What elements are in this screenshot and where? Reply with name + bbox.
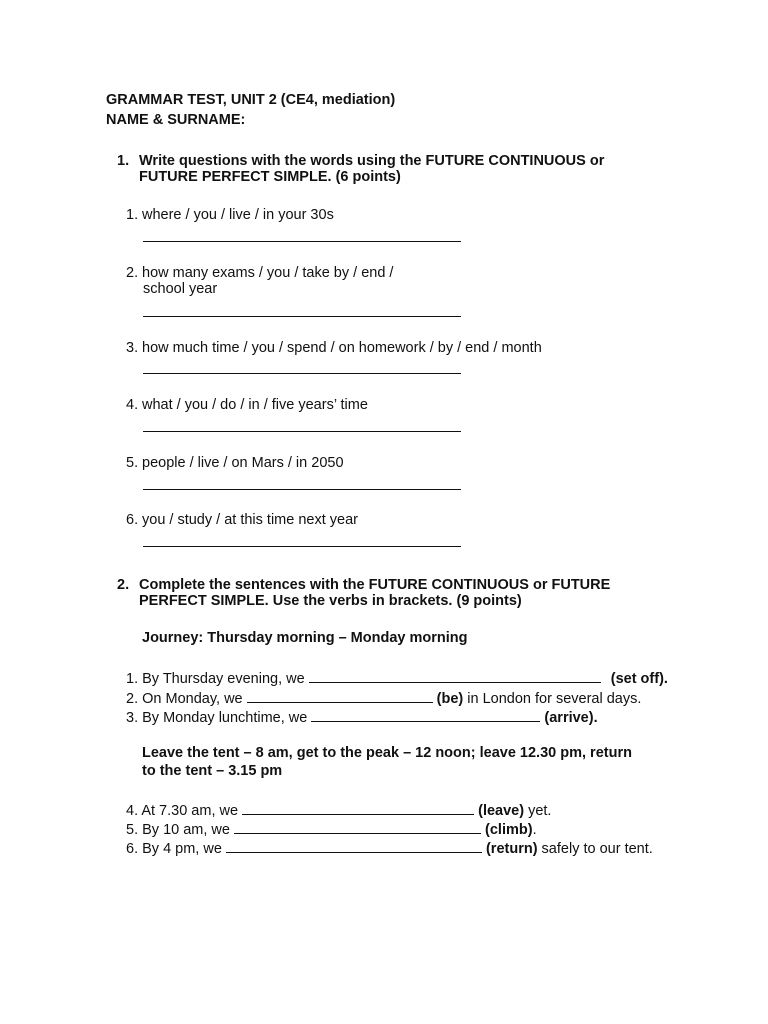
- s2-sentence: [126, 669, 668, 688]
- s2-sentence-number: 6.: [126, 841, 139, 857]
- s1-item-prompt: what / you / do / in / five years’ time: [142, 397, 368, 413]
- answer-line[interactable]: [143, 546, 461, 547]
- s1-item-prompt: where / you / live / in your 30s: [142, 207, 334, 223]
- s2-sentence-start: By Monday lunchtime, we: [142, 710, 308, 726]
- answer-line[interactable]: [143, 373, 461, 374]
- s1-item-number: 1.: [126, 207, 139, 223]
- section1-instruction-line1: Write questions with the words using the FUTURE CONTINUOUS or: [139, 153, 605, 169]
- s2-sentence-end: in London for several days.: [463, 691, 642, 707]
- verb-hint: (return): [485, 841, 538, 857]
- s1-item-number: 3.: [126, 340, 139, 356]
- s2-sentence-number: 1.: [126, 671, 139, 687]
- name-surname-label: NAME & SURNAME:: [106, 112, 246, 128]
- s1-item-prompt: you / study / at this time next year: [142, 512, 358, 528]
- gap-blank[interactable]: [311, 708, 540, 722]
- s1-item-number: 5.: [126, 455, 139, 471]
- section1-number: 1.: [117, 153, 130, 169]
- s1-item-number: 2.: [126, 265, 139, 281]
- verb-hint: (leave): [478, 803, 525, 819]
- s1-item-prompt: how many exams / you / take by / end /: [142, 265, 394, 281]
- section2-number: 2.: [117, 577, 130, 593]
- gap-blank[interactable]: [247, 689, 433, 703]
- s2-sentence: [126, 820, 537, 839]
- section1-instruction-line2: FUTURE PERFECT SIMPLE. (6 points): [139, 169, 401, 185]
- s2-sentence-number: 5.: [126, 822, 139, 838]
- s1-item-prompt: people / live / on Mars / in 2050: [142, 455, 344, 471]
- s1-item-prompt-continued: school year: [143, 281, 218, 297]
- answer-line[interactable]: [143, 316, 461, 317]
- s2-sentence-number: 2.: [126, 691, 139, 707]
- s1-item-prompt: how much time / you / spend / on homework / by / end / month: [142, 340, 542, 356]
- section2-instruction-line2: PERFECT SIMPLE. Use the verbs in brackets. (9 points): [139, 593, 522, 609]
- tent-heading-line2: to the tent – 3.15 pm: [142, 763, 283, 779]
- s2-sentence-start: At 7.30 am, we: [141, 803, 239, 819]
- verb-hint: (arrive).: [544, 710, 598, 726]
- gap-blank[interactable]: [234, 820, 481, 834]
- s2-sentence-start: On Monday, we: [142, 691, 243, 707]
- s2-sentence: [126, 801, 551, 820]
- verb-hint: (set off).: [610, 671, 668, 687]
- gap-blank[interactable]: [309, 669, 601, 683]
- gap-blank[interactable]: [226, 839, 482, 853]
- s2-sentence: [126, 689, 641, 708]
- s2-sentence-end: safely to our tent.: [537, 841, 653, 857]
- s2-sentence: [126, 839, 653, 858]
- s2-sentence-start: By 10 am, we: [142, 822, 230, 838]
- section2-instruction-line1: Complete the sentences with the FUTURE CONTINUOUS or FUTURE: [139, 577, 611, 593]
- test-title: GRAMMAR TEST, UNIT 2 (CE4, mediation): [106, 92, 396, 108]
- s2-sentence-start: By 4 pm, we: [142, 841, 222, 857]
- s2-sentence-end: yet.: [524, 803, 552, 819]
- tent-heading-line1: Leave the tent – 8 am, get to the peak – 12 noon; leave 12.30 pm, return: [142, 745, 632, 761]
- s2-sentence-start: By Thursday evening, we: [142, 671, 305, 687]
- gap-blank[interactable]: [242, 801, 474, 815]
- s1-item-number: 6.: [126, 512, 139, 528]
- s1-item-number: 4.: [126, 397, 139, 413]
- s2-sentence-end: .: [532, 822, 537, 838]
- answer-line[interactable]: [143, 241, 461, 242]
- answer-line[interactable]: [143, 489, 461, 490]
- journey-heading: Journey: Thursday morning – Monday morning: [142, 630, 468, 646]
- answer-line[interactable]: [143, 431, 461, 432]
- verb-hint: (climb): [485, 822, 533, 838]
- s2-sentence-number: 4.: [126, 803, 139, 819]
- verb-hint: (be): [436, 691, 464, 707]
- s2-sentence-number: 3.: [126, 710, 139, 726]
- s2-sentence: [126, 708, 598, 727]
